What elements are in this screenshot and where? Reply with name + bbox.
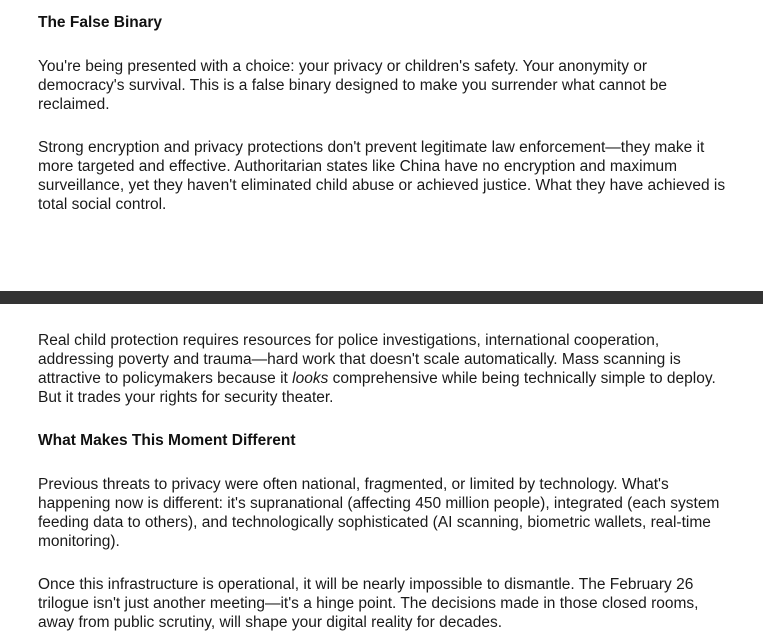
paragraph-moment-different-1: Previous threats to privacy were often national, fragmented, or limited by technology. What's happening now is different: it's supranational (affecting 450 million people), integrated (each system feeding data to others), and technologically sophisticated (AI scanning, biometric wallets, real-time monitoring). — [38, 476, 720, 550]
paragraph-false-binary-2: Strong encryption and privacy protections don't prevent legitimate law enforcement—they make it more targeted and effective. Authoritarian states like China have no encryption and maximum surveillance, yet they haven't eliminated child abuse or achieved justice. What they have achieved is total social control. — [38, 139, 726, 213]
emphasis-looks: looks — [292, 370, 329, 387]
paragraph-moment-different-2: Once this infrastructure is operational, it will be nearly impossible to dismantle. The February 26 trilogue isn't just another meeting—it's a hinge point. The decisions made in those closed rooms, away from public scrutiny, will shape your digital reality for decades. — [38, 576, 699, 631]
section-false-binary — [38, 13, 730, 214]
paragraph-child-protection — [38, 331, 730, 407]
heading-moment-different: What Makes This Moment Different — [38, 432, 296, 449]
paragraph-child-protection-text-start: Real child protection requires resources for police investigations, international cooperation, addressing poverty and trauma—hard work that doesn't scale automatically. Mass scanning is attractive to policymakers because it — [38, 332, 681, 387]
section-divider — [0, 291, 763, 304]
heading-false-binary: The False Binary — [38, 14, 163, 31]
paragraph-child-protection-text-end: comprehensive while being technically simple to deploy. But it trades your rights for security theater. — [38, 370, 716, 406]
section-moment-different — [38, 331, 730, 632]
paragraph-false-binary-1: You're being presented with a choice: your privacy or children's safety. Your anonymity or democracy's survival. This is a false binary designed to make you surrender what cannot be reclaimed. — [38, 58, 668, 113]
